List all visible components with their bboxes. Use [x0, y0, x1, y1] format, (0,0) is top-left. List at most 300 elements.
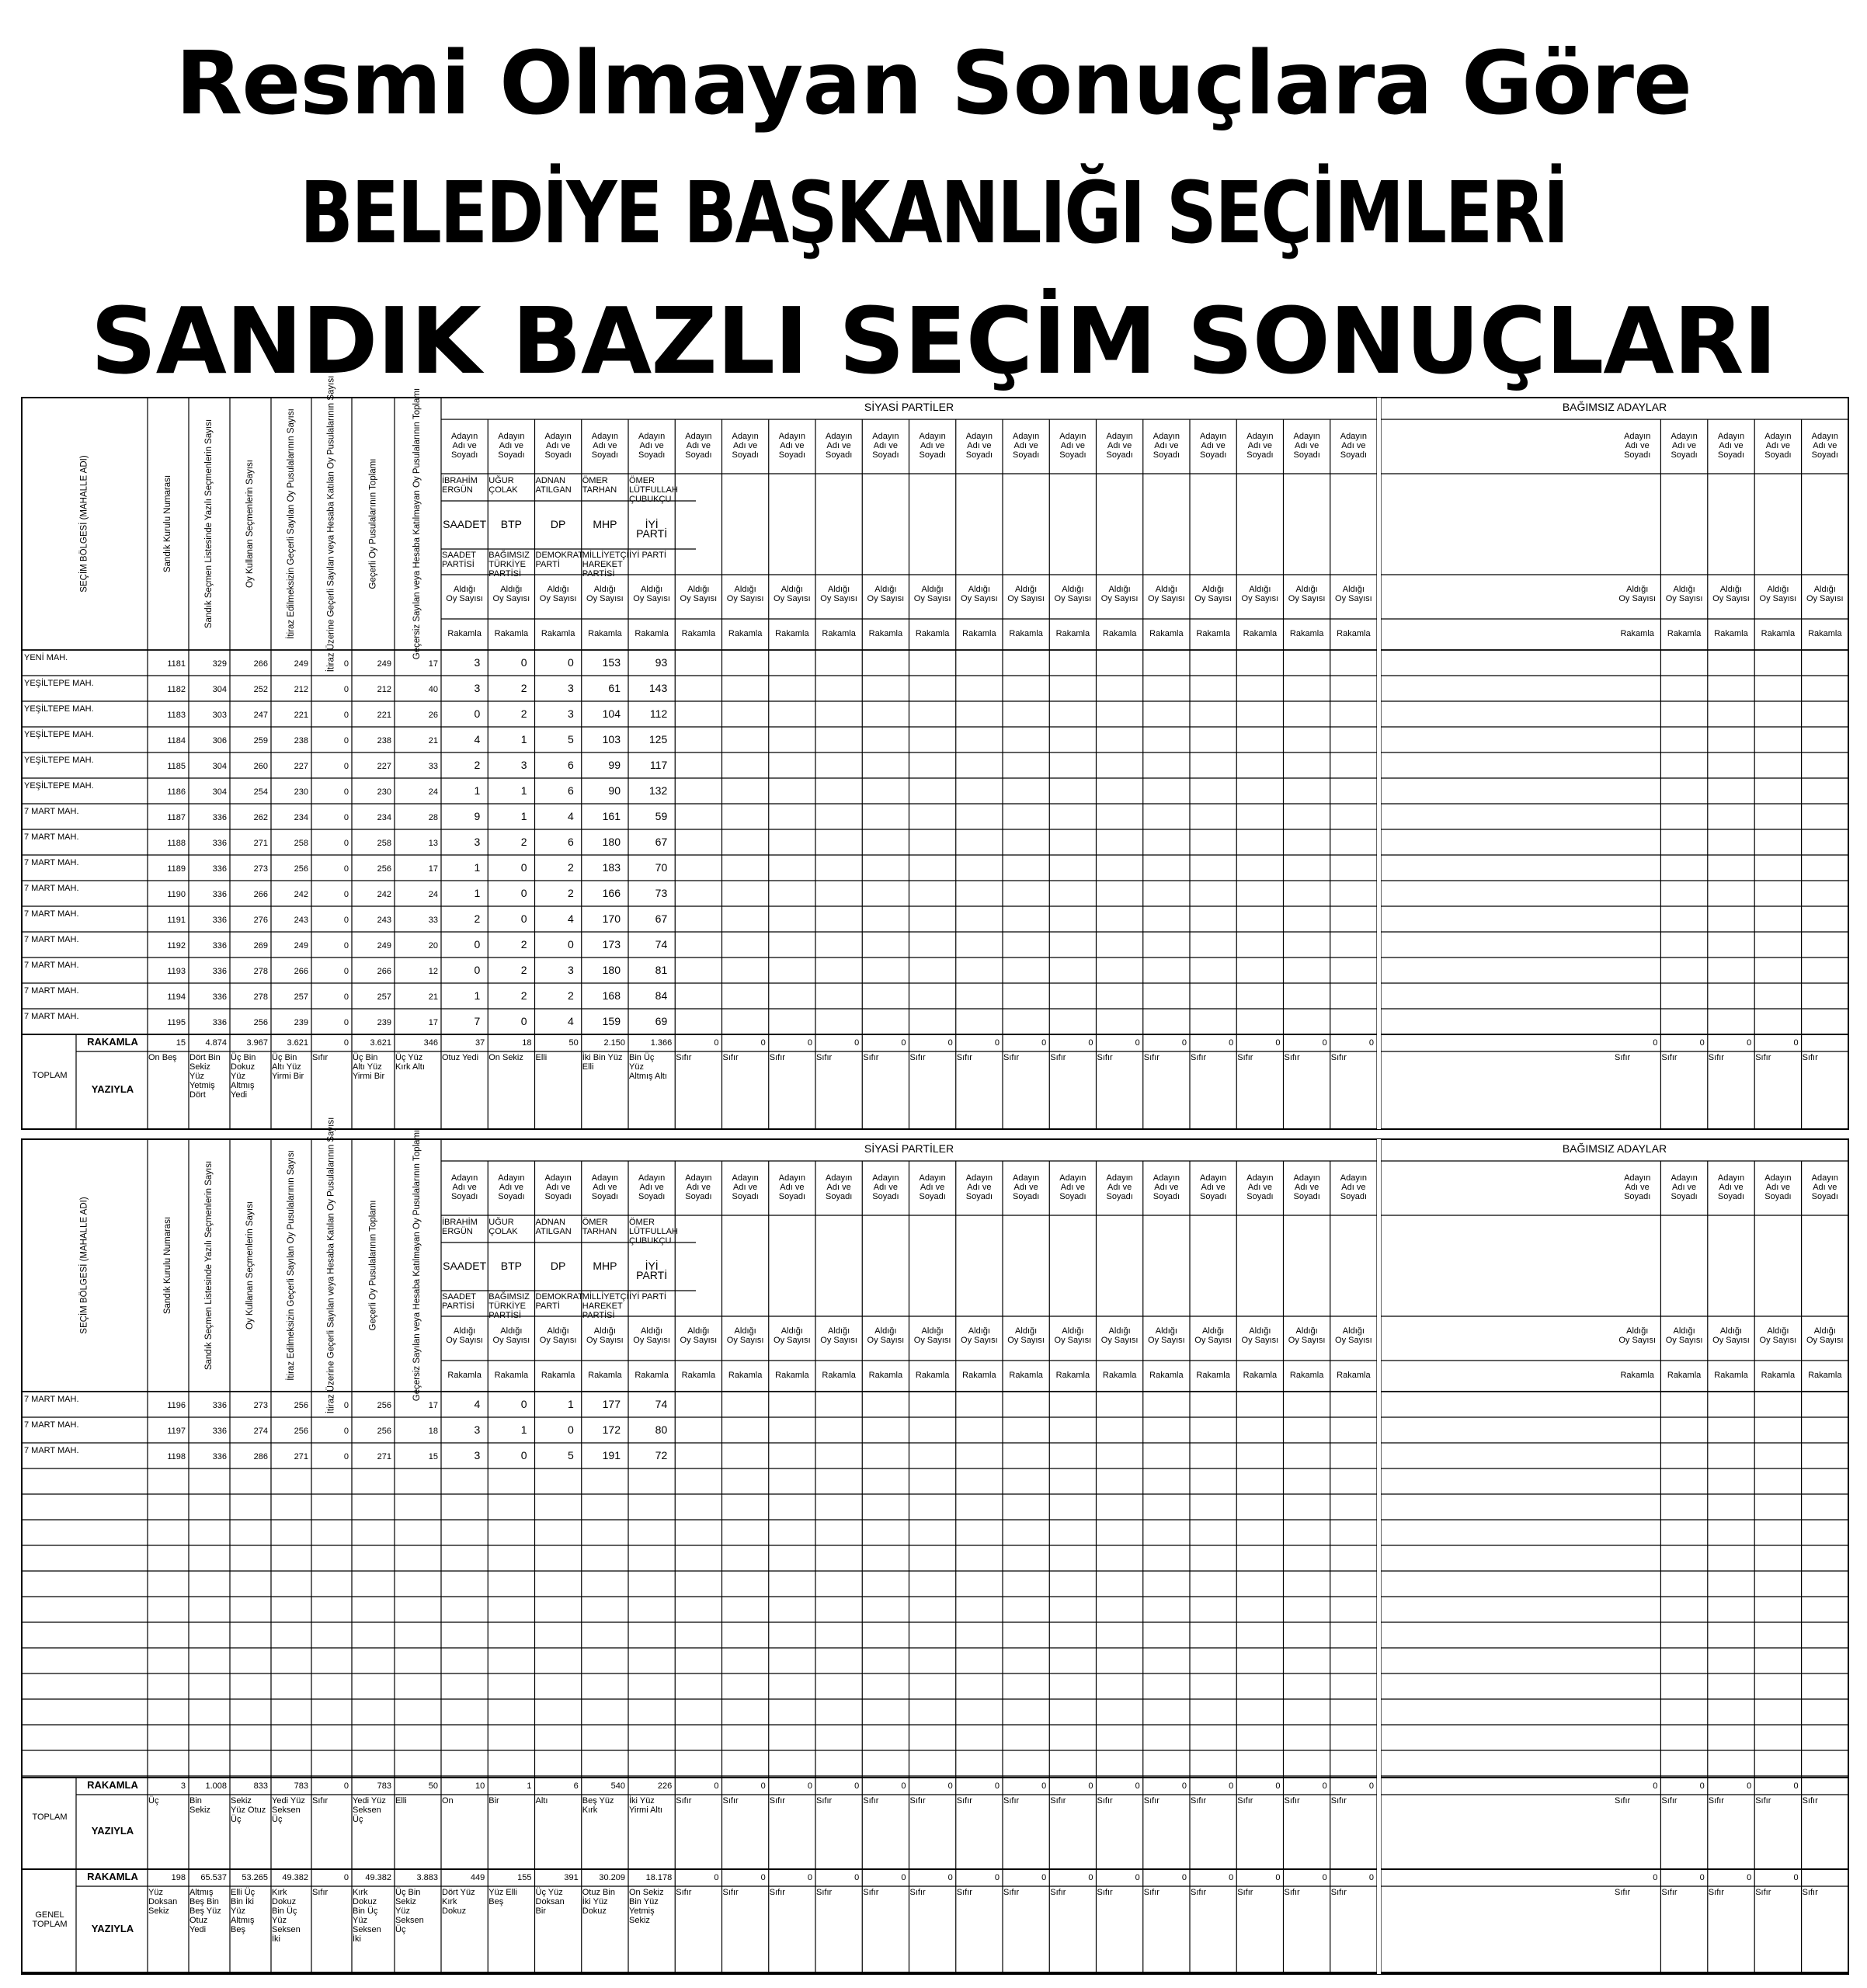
party-rakamla-header: Rakamla	[1149, 629, 1184, 638]
total-yaziyla-zero: Sıfır	[1661, 1053, 1678, 1062]
party-votes-header: Aldığı Oy Sayısı	[1288, 1326, 1326, 1345]
header-gecersiz-toplam-label: Geçersiz Sayılan veya Hesaba Katılmayan Oy Pusulalarının Toplamı	[412, 1129, 422, 1402]
row-value: 1198	[167, 1452, 186, 1461]
party-rakamla-header: Rakamla	[728, 1371, 763, 1380]
row-party-votes: 1	[474, 861, 481, 874]
party-candidate-header: Adayın Adı ve Soyadı	[778, 432, 805, 460]
row-party-votes: 143	[648, 682, 668, 694]
party-candidate-header: Adayın Adı ve Soyadı	[826, 1173, 853, 1201]
total-rakamla-value: 37	[475, 1038, 485, 1048]
total-rakamla-value: 3.621	[370, 1038, 391, 1048]
row-value: 1188	[167, 839, 186, 848]
total-yaziyla-zero: Sıfır	[722, 1796, 739, 1806]
row-value: 0	[343, 1401, 349, 1410]
party-rakamla-header: Rakamla	[588, 629, 622, 638]
row-party-votes: 117	[649, 759, 668, 771]
row-mahalle: YEŞİLTEPE MAH.	[24, 704, 94, 714]
total-rakamla-zero: 0	[1181, 1781, 1187, 1791]
row-value: 0	[343, 941, 349, 951]
row-party-votes: 2	[520, 707, 527, 720]
row-party-votes: 5	[567, 1449, 574, 1461]
total-rakamla-value: 65.537	[200, 1873, 227, 1882]
header-itirazsiz-gecerli-label: İtiraz Edilmeksizin Geçerli Sayılan Oy Pusulalarının Sayısı	[286, 408, 296, 639]
party-rakamla-header: Rakamla	[962, 1371, 996, 1380]
total-yaziyla-zero: Sıfır	[1708, 1053, 1724, 1062]
party-candidate-name: İBRAHİM ERGÜN	[442, 1218, 478, 1236]
total-yaziyla-zero: Sıfır	[909, 1053, 926, 1062]
party-votes-header: Aldığı Oy Sayısı	[680, 1326, 718, 1345]
total-rakamla-value: 155	[517, 1873, 532, 1882]
total-rakamla-value: 3.883	[416, 1873, 438, 1882]
row-party-votes: 191	[602, 1449, 621, 1461]
total-rakamla-value: 540	[610, 1781, 625, 1791]
party-full-name: İYİ PARTİ	[629, 1292, 666, 1302]
independent-candidate-header: Adayın Adı ve Soyadı	[1717, 1173, 1745, 1201]
independent-candidate-header: Adayın Adı ve Soyadı	[1811, 1173, 1838, 1201]
total-rakamla-zero: 0	[1747, 1873, 1752, 1882]
row-party-votes: 153	[602, 656, 621, 669]
total-rakamla-zero: 0	[901, 1873, 906, 1882]
row-party-votes: 180	[602, 836, 621, 848]
row-value: 1189	[167, 864, 186, 874]
independent-rakamla-header: Rakamla	[1714, 1371, 1748, 1380]
header-gecerli-toplam-label: Geçerli Oy Pusulalarının Toplamı	[368, 1200, 378, 1331]
independent-rakamla-header: Rakamla	[1620, 1371, 1654, 1380]
total-yaziyla-value: Bir	[488, 1796, 499, 1806]
yaziyla-label: YAZIYLA	[91, 1083, 134, 1095]
party-candidate-header: Adayın Adı ve Soyadı	[1153, 1173, 1180, 1201]
row-value: 252	[253, 685, 268, 694]
total-label: TOPLAM	[32, 1812, 68, 1822]
row-mahalle: 7 MART MAH.	[24, 1395, 79, 1404]
row-value: 256	[377, 864, 391, 874]
row-value: 12	[428, 967, 438, 976]
party-candidate-header: Adayın Adı ve Soyadı	[544, 1173, 572, 1201]
total-yaziyla-zero: Sıfır	[1050, 1053, 1066, 1062]
row-party-votes: 0	[520, 1449, 527, 1461]
total-yaziyla-value: Elli Üç Bin İki Yüz Altmış Beş	[231, 1888, 256, 1934]
total-rakamla-zero: 0	[714, 1781, 719, 1791]
party-abbreviation: MHP	[593, 1260, 617, 1272]
row-party-votes: 1	[520, 1423, 527, 1436]
row-value: 21	[428, 992, 438, 1002]
party-candidate-header: Adayın Adı ve Soyadı	[591, 1173, 618, 1201]
party-rakamla-header: Rakamla	[494, 629, 529, 638]
party-candidate-header: Adayın Adı ve Soyadı	[965, 432, 993, 460]
total-yaziyla-zero: Sıfır	[1191, 1796, 1207, 1806]
header-gecersiz-toplam	[395, 388, 441, 660]
row-party-votes: 59	[655, 810, 668, 822]
row-value: 304	[212, 685, 227, 694]
total-rakamla-value: 783	[377, 1781, 391, 1791]
total-yaziyla-value: On Sekiz Bin Yüz Yetmiş Sekiz	[629, 1888, 664, 1925]
row-party-votes: 3	[567, 707, 574, 720]
row-value: 230	[294, 787, 308, 797]
total-yaziyla-value: Üç Bin Altı Yüz Yirmi Bir	[272, 1053, 304, 1081]
total-yaziyla-zero: Sıfır	[1755, 1888, 1771, 1897]
row-value: 249	[377, 941, 391, 951]
total-rakamla-value: 3	[180, 1781, 186, 1791]
total-yaziyla-zero: Sıfır	[1003, 1888, 1020, 1897]
total-yaziyla-zero: Sıfır	[1237, 1053, 1253, 1062]
party-rakamla-header: Rakamla	[681, 1371, 716, 1380]
independent-candidate-header: Adayın Adı ve Soyadı	[1717, 432, 1745, 460]
total-yaziyla-value: Otuz Yedi	[442, 1053, 479, 1062]
total-yaziyla-zero: Sıfır	[769, 1888, 785, 1897]
total-rakamla-zero: 0	[1322, 1781, 1327, 1791]
row-party-votes: 132	[648, 784, 668, 797]
party-votes-header: Aldığı Oy Sayısı	[867, 1326, 905, 1345]
row-value: 230	[377, 787, 391, 797]
header-mahalle-label: SEÇİM BÖLGESİ (MAHALLE ADI)	[79, 1197, 89, 1334]
total-rakamla-zero: 0	[901, 1038, 906, 1048]
independent-rakamla-header: Rakamla	[1620, 629, 1654, 638]
row-party-votes: 2	[474, 759, 481, 771]
row-value: 227	[294, 762, 308, 771]
header-bagimsiz-adaylar: BAĞIMSIZ ADAYLAR	[1562, 401, 1667, 413]
total-rakamla-zero: 0	[854, 1038, 860, 1048]
row-party-votes: 1	[567, 1398, 574, 1410]
row-value: 336	[212, 1452, 227, 1461]
row-party-votes: 125	[648, 733, 668, 746]
party-votes-header: Aldığı Oy Sayısı	[1194, 585, 1232, 603]
row-value: 17	[428, 864, 438, 874]
row-value: 336	[212, 839, 227, 848]
party-candidate-header: Adayın Adı ve Soyadı	[544, 432, 572, 460]
row-value: 1184	[167, 736, 186, 746]
independent-candidate-header: Adayın Adı ve Soyadı	[1671, 1173, 1698, 1201]
party-candidate-header: Adayın Adı ve Soyadı	[591, 432, 618, 460]
party-candidate-header: Adayın Adı ve Soyadı	[1246, 1173, 1274, 1201]
total-rakamla-zero: 0	[1275, 1873, 1281, 1882]
total-label: GENEL TOPLAM	[32, 1910, 68, 1929]
total-rakamla-value: 1	[527, 1781, 532, 1791]
party-rakamla-header: Rakamla	[915, 1371, 950, 1380]
independent-rakamla-header: Rakamla	[1714, 629, 1748, 638]
row-value: 234	[294, 813, 308, 822]
total-rakamla-zero: 0	[1135, 1873, 1140, 1882]
party-candidate-header: Adayın Adı ve Soyadı	[1153, 432, 1180, 460]
row-value: 0	[343, 1452, 349, 1461]
header-oy-kullanan-label: Oy Kullanan Seçmenlerin Sayısı	[245, 1201, 256, 1329]
party-votes-header: Aldığı Oy Sayısı	[913, 1326, 951, 1345]
party-rakamla-header: Rakamla	[1102, 629, 1137, 638]
row-value: 1186	[167, 787, 186, 797]
independent-candidate-header: Adayın Adı ve Soyadı	[1624, 1173, 1651, 1201]
row-value: 0	[343, 711, 349, 720]
total-rakamla-zero: 0	[947, 1873, 953, 1882]
party-rakamla-header: Rakamla	[447, 629, 482, 638]
row-value: 257	[294, 992, 308, 1002]
title-line-1: Resmi Olmayan Sonuçlara Göre	[175, 33, 1691, 134]
total-yaziyla-zero: Sıfır	[1615, 1796, 1631, 1806]
header-oy-kullanan	[230, 1139, 271, 1392]
row-party-votes: 112	[649, 707, 668, 720]
row-value: 0	[343, 813, 349, 822]
row-party-votes: 70	[655, 861, 668, 874]
row-value: 0	[343, 890, 349, 899]
party-rakamla-header: Rakamla	[1289, 629, 1324, 638]
row-value: 336	[212, 967, 227, 976]
header-secmen-yazili	[189, 398, 230, 650]
party-candidate-name: UĞUR ÇOLAK	[488, 1218, 518, 1236]
party-votes-header: Aldığı Oy Sayısı	[539, 585, 577, 603]
row-party-votes: 2	[567, 989, 574, 1002]
row-party-votes: 3	[567, 964, 574, 976]
party-rakamla-header: Rakamla	[541, 1371, 575, 1380]
party-candidate-header: Adayın Adı ve Soyadı	[732, 1173, 759, 1201]
row-value: 24	[428, 787, 438, 797]
total-rakamla-zero: 0	[1275, 1781, 1281, 1791]
total-yaziyla-zero: Sıfır	[816, 1796, 833, 1806]
row-mahalle: 7 MART MAH.	[24, 986, 79, 996]
total-rakamla-zero: 0	[714, 1038, 719, 1048]
party-votes-header: Aldığı Oy Sayısı	[820, 585, 857, 603]
total-yaziyla-zero: Sıfır	[676, 1796, 692, 1806]
party-candidate-header: Adayın Adı ve Soyadı	[685, 432, 712, 460]
party-candidate-header: Adayın Adı ve Soyadı	[1013, 432, 1040, 460]
row-party-votes: 61	[608, 682, 621, 694]
row-value: 243	[294, 916, 308, 925]
total-yaziyla-zero: Sıfır	[1050, 1796, 1066, 1806]
row-party-votes: 0	[474, 707, 481, 720]
row-value: 276	[253, 916, 268, 925]
row-party-votes: 1	[520, 810, 527, 822]
party-rakamla-header: Rakamla	[1055, 629, 1090, 638]
row-party-votes: 2	[520, 938, 527, 951]
total-yaziyla-zero: Sıfır	[1661, 1888, 1678, 1897]
row-value: 266	[253, 659, 268, 669]
party-rakamla-header: Rakamla	[1009, 629, 1043, 638]
total-rakamla-zero: 0	[760, 1038, 766, 1048]
party-votes-header: Aldığı Oy Sayısı	[1194, 1326, 1232, 1345]
row-value: 243	[377, 916, 391, 925]
party-abbreviation: İYİ PARTİ	[636, 1260, 668, 1281]
row-party-votes: 0	[520, 1015, 527, 1027]
total-rakamla-value: 50	[568, 1038, 579, 1048]
total-rakamla-zero: 0	[760, 1781, 766, 1791]
row-value: 249	[377, 659, 391, 669]
total-yaziyla-zero: Sıfır	[1615, 1053, 1631, 1062]
row-value: 239	[377, 1018, 391, 1027]
total-rakamla-value: 0	[343, 1873, 349, 1882]
row-mahalle: YENİ MAH.	[24, 653, 68, 662]
party-candidate-header: Adayın Adı ve Soyadı	[1340, 1173, 1367, 1201]
row-party-votes: 0	[520, 1398, 527, 1410]
total-yaziyla-value: Üç Bin Sekiz Yüz Seksen Üç	[395, 1888, 424, 1934]
total-yaziyla-value: İki Yüz Yirmi Altı	[629, 1796, 662, 1815]
row-party-votes: 6	[567, 784, 574, 797]
row-value: 0	[343, 685, 349, 694]
row-party-votes: 0	[520, 887, 527, 899]
party-abbreviation: BTP	[500, 518, 522, 530]
yaziyla-label: YAZIYLA	[91, 1825, 134, 1837]
header-itiraz-uzerine-label: İtiraz Üzerine Geçerli Sayılan veya Hesaba Katılan Oy Pusulalarının Sayısı	[326, 375, 336, 673]
total-rakamla-zero: 0	[947, 1038, 953, 1048]
row-value: 238	[377, 736, 391, 746]
row-party-votes: 3	[474, 656, 481, 669]
row-party-votes: 166	[602, 887, 621, 899]
row-value: 0	[343, 967, 349, 976]
total-rakamla-value: 53.265	[242, 1873, 268, 1882]
total-rakamla-value: 0	[343, 1781, 349, 1791]
independent-candidate-header: Adayın Adı ve Soyadı	[1764, 432, 1792, 460]
row-value: 17	[428, 659, 438, 669]
party-rakamla-header: Rakamla	[635, 629, 669, 638]
row-party-votes: 72	[655, 1449, 668, 1461]
row-value: 256	[253, 1018, 268, 1027]
party-candidate-header: Adayın Adı ve Soyadı	[1106, 1173, 1133, 1201]
row-party-votes: 74	[655, 938, 668, 951]
total-yaziyla-zero: Sıfır	[1615, 1888, 1631, 1897]
independent-votes-header: Aldığı Oy Sayısı	[1759, 1326, 1797, 1345]
header-secmen-yazili-label: Sandık Seçmen Listesinde Yazılı Seçmenlerin Sayısı	[204, 1160, 214, 1371]
party-rakamla-header: Rakamla	[915, 629, 950, 638]
party-candidate-header: Adayın Adı ve Soyadı	[638, 1173, 666, 1201]
party-votes-header: Aldığı Oy Sayısı	[1241, 1326, 1279, 1345]
total-yaziyla-value: Elli	[535, 1053, 548, 1062]
independent-votes-header: Aldığı Oy Sayısı	[1712, 585, 1750, 603]
party-votes-header: Aldığı Oy Sayısı	[586, 1326, 624, 1345]
row-value: 278	[253, 967, 268, 976]
header-itiraz-uzerine	[311, 375, 352, 673]
total-rakamla-zero: 0	[1088, 1781, 1093, 1791]
total-rakamla-zero: 0	[1747, 1781, 1752, 1791]
total-yaziyla-zero: Sıfır	[1143, 1888, 1159, 1897]
party-votes-header: Aldığı Oy Sayısı	[1148, 1326, 1185, 1345]
header-sandik-no-label: Sandık Kurulu Numarası	[163, 474, 173, 573]
header-itiraz-uzerine	[311, 1117, 352, 1414]
total-rakamla-zero: 0	[1041, 1873, 1047, 1882]
row-value: 0	[343, 1018, 349, 1027]
total-yaziyla-zero: Sıfır	[1708, 1796, 1724, 1806]
row-party-votes: 3	[474, 836, 481, 848]
party-votes-header: Aldığı Oy Sayısı	[1335, 585, 1372, 603]
row-value: 258	[377, 839, 391, 848]
total-rakamla-value: 15	[176, 1038, 186, 1048]
total-yaziyla-zero: Sıfır	[1802, 1888, 1818, 1897]
row-mahalle: 7 MART MAH.	[24, 858, 79, 867]
row-value: 242	[294, 890, 308, 899]
total-yaziyla-value: Dört Yüz Kırk Dokuz	[442, 1888, 475, 1916]
total-yaziyla-value: Üç Bin Altı Yüz Yirmi Bir	[353, 1053, 385, 1081]
independent-votes-header: Aldığı Oy Sayısı	[1618, 1326, 1657, 1345]
row-value: 0	[343, 839, 349, 848]
row-mahalle: 7 MART MAH.	[24, 961, 79, 970]
row-value: 13	[428, 839, 438, 848]
header-gecerli-toplam	[352, 1139, 395, 1392]
header-mahalle-label: SEÇİM BÖLGESİ (MAHALLE ADI)	[79, 455, 89, 593]
row-value: 17	[428, 1401, 438, 1410]
total-rakamla-zero: 0	[1793, 1038, 1799, 1048]
party-votes-header: Aldığı Oy Sayısı	[446, 1326, 483, 1345]
row-value: 304	[212, 787, 227, 797]
header-itirazsiz-gecerli	[271, 1139, 311, 1392]
row-value: 212	[294, 685, 308, 694]
party-candidate-header: Adayın Adı ve Soyadı	[732, 432, 759, 460]
party-rakamla-header: Rakamla	[1337, 1371, 1371, 1380]
header-oy-kullanan	[230, 398, 271, 650]
total-yaziyla-zero: Sıfır	[1802, 1053, 1818, 1062]
total-rakamla-zero: 0	[1793, 1781, 1799, 1791]
row-value: 26	[428, 711, 438, 720]
row-value: 0	[343, 736, 349, 746]
row-party-votes: 99	[608, 759, 621, 771]
total-yaziyla-value: Sıfır	[312, 1888, 329, 1897]
party-votes-header: Aldığı Oy Sayısı	[492, 1326, 530, 1345]
total-yaziyla-value: Yüz Doksan Sekiz	[148, 1888, 178, 1916]
total-rakamla-zero: 0	[1793, 1873, 1799, 1882]
header-secmen-yazili-label: Sandık Seçmen Listesinde Yazılı Seçmenlerin Sayısı	[204, 419, 214, 629]
row-value: 256	[294, 1401, 308, 1410]
row-party-votes: 3	[474, 1423, 481, 1436]
party-candidate-header: Adayın Adı ve Soyadı	[872, 1173, 899, 1201]
row-value: 336	[212, 1401, 227, 1410]
total-rakamla-value: 783	[294, 1781, 308, 1791]
row-value: 329	[212, 659, 227, 669]
independent-candidate-header: Adayın Adı ve Soyadı	[1764, 1173, 1792, 1201]
row-value: 273	[253, 864, 268, 874]
total-yaziyla-value: Otuz Bin İki Yüz Dokuz	[582, 1888, 615, 1916]
row-value: 336	[212, 992, 227, 1002]
row-party-votes: 2	[520, 836, 527, 848]
row-value: 266	[294, 967, 308, 976]
row-party-votes: 170	[602, 912, 621, 925]
row-party-votes: 0	[520, 656, 527, 669]
total-yaziyla-value: Bin Üç Yüz Altmış Altı	[629, 1053, 667, 1081]
row-party-votes: 74	[655, 1398, 668, 1410]
row-party-votes: 0	[520, 912, 527, 925]
row-value: 249	[294, 659, 308, 669]
header-siyasi-partiler: SİYASİ PARTİLER	[864, 401, 954, 413]
row-mahalle: 7 MART MAH.	[24, 807, 79, 816]
total-yaziyla-zero: Sıfır	[1097, 1796, 1113, 1806]
total-yaziyla-zero: Sıfır	[1003, 1796, 1020, 1806]
party-rakamla-header: Rakamla	[728, 629, 763, 638]
total-rakamla-zero: 0	[1747, 1038, 1752, 1048]
row-value: 1183	[167, 711, 186, 720]
row-value: 1181	[167, 659, 186, 669]
party-votes-header: Aldığı Oy Sayısı	[1335, 1326, 1372, 1345]
total-yaziyla-zero: Sıfır	[909, 1888, 926, 1897]
row-value: 1187	[167, 813, 186, 822]
row-value: 15	[428, 1452, 438, 1461]
total-rakamla-value: 50	[428, 1781, 438, 1791]
row-value: 33	[428, 762, 438, 771]
total-rakamla-zero: 0	[1699, 1781, 1705, 1791]
party-votes-header: Aldığı Oy Sayısı	[1054, 585, 1092, 603]
row-value: 274	[253, 1427, 268, 1436]
party-candidate-name: ÖMER LÜTFULLAH ÇUBUKÇU	[629, 476, 678, 504]
row-value: 0	[343, 762, 349, 771]
party-candidate-name: ÖMER LÜTFULLAH ÇUBUKÇU	[629, 1218, 678, 1246]
party-candidate-name: ADNAN ATILGAN	[535, 1218, 572, 1236]
row-value: 336	[212, 864, 227, 874]
row-value: 266	[377, 967, 391, 976]
total-rakamla-zero: 0	[1229, 1873, 1234, 1882]
row-value: 242	[377, 890, 391, 899]
total-rakamla-zero: 0	[1368, 1873, 1374, 1882]
independent-candidate-header: Adayın Adı ve Soyadı	[1671, 432, 1698, 460]
independent-rakamla-header: Rakamla	[1761, 1371, 1796, 1380]
row-value: 256	[294, 864, 308, 874]
total-yaziyla-value: On Beş	[148, 1053, 177, 1062]
row-party-votes: 173	[602, 938, 621, 951]
total-rakamla-value: 30.209	[599, 1873, 625, 1882]
row-value: 20	[428, 941, 438, 951]
total-rakamla-zero: 0	[807, 1873, 812, 1882]
total-yaziyla-zero: Sıfır	[722, 1053, 739, 1062]
